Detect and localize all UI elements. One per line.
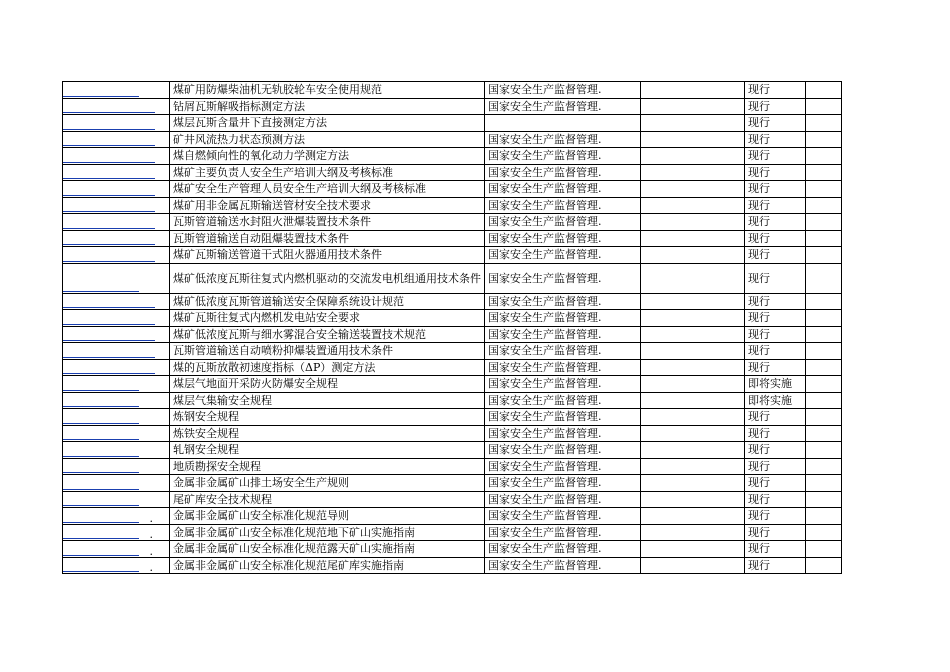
status-cell: 现行: [745, 181, 806, 198]
standard-name-cell: 瓦斯管道输送自动阻爆装置技术条件: [170, 230, 485, 247]
status-cell: 现行: [745, 491, 806, 508]
notes-cell: [806, 98, 842, 115]
date-cell: [641, 458, 745, 475]
link-underline: [63, 406, 139, 407]
link-underline: [63, 195, 155, 196]
table-row: [63, 82, 842, 99]
notes-cell: [806, 541, 842, 558]
status-cell: 现行: [745, 508, 806, 525]
standard-name-cell: 矿井风流热力状态预测方法: [170, 131, 485, 148]
table-row: [63, 458, 842, 475]
issuing-org-cell: 国家安全生产监督管理.: [485, 392, 641, 409]
issuing-org-cell: 国家安全生产监督管理.: [485, 164, 641, 181]
link-underline: [63, 522, 139, 523]
standard-code-link[interactable]: [63, 82, 170, 99]
standards-table: [62, 81, 842, 574]
issuing-org-cell: 国家安全生产监督管理.: [485, 293, 641, 310]
standard-code-link[interactable]: [63, 392, 170, 409]
notes-cell: [806, 442, 842, 459]
date-cell: [641, 131, 745, 148]
table-row: [63, 293, 842, 310]
notes-cell: [806, 409, 842, 426]
table-row: [63, 475, 842, 492]
standard-name-cell: 尾矿库安全技术规程: [170, 491, 485, 508]
standard-name-cell: 煤矿低浓度瓦斯与细水雾混合安全输送装置技术规范: [170, 326, 485, 343]
issuing-org-cell: 国家安全生产监督管理.: [485, 442, 641, 459]
standard-code-link[interactable]: [63, 343, 170, 360]
link-underline: [63, 390, 139, 391]
notes-cell: [806, 181, 842, 198]
standard-code-link[interactable]: [63, 214, 170, 231]
issuing-org-cell: 国家安全生产监督管理.: [485, 376, 641, 393]
standard-name-cell: 煤层气地面开采防火防爆安全规程: [170, 376, 485, 393]
table-row: [63, 164, 842, 181]
link-underline: [63, 555, 139, 556]
notes-cell: [806, 293, 842, 310]
notes-cell: [806, 458, 842, 475]
link-underline: [63, 96, 139, 97]
status-cell: 现行: [745, 131, 806, 148]
standard-name-cell: 煤矿低浓度瓦斯管道输送安全保障系统设计规范: [170, 293, 485, 310]
standards-table-body: [63, 82, 842, 574]
notes-cell: [806, 263, 842, 293]
table-row: [63, 247, 842, 264]
standard-name-cell: 炼钢安全规程: [170, 409, 485, 426]
standard-code-link[interactable]: [63, 541, 170, 558]
date-cell: [641, 409, 745, 426]
issuing-org-cell: 国家安全生产监督管理.: [485, 310, 641, 327]
issuing-org-cell: 国家安全生产监督管理.: [485, 343, 641, 360]
standard-name-cell: 煤层瓦斯含量井下直接测定方法: [170, 115, 485, 132]
notes-cell: [806, 230, 842, 247]
notes-cell: [806, 148, 842, 165]
link-dot: .: [149, 544, 153, 557]
status-cell: 现行: [745, 541, 806, 558]
status-cell: 现行: [745, 230, 806, 247]
notes-cell: [806, 214, 842, 231]
date-cell: [641, 181, 745, 198]
status-cell: 现行: [745, 214, 806, 231]
status-cell: 现行: [745, 409, 806, 426]
link-underline: [63, 145, 155, 146]
date-cell: [641, 82, 745, 99]
date-cell: [641, 475, 745, 492]
standard-code-link[interactable]: [63, 326, 170, 343]
status-cell: 即将实施: [745, 376, 806, 393]
standard-code-link[interactable]: [63, 376, 170, 393]
table-row: [63, 508, 842, 525]
standard-name-cell: 金属非金属矿山安全标准化规范尾矿库实施指南: [170, 557, 485, 574]
issuing-org-cell: 国家安全生产监督管理.: [485, 326, 641, 343]
link-underline: [63, 571, 139, 572]
standard-code-link[interactable]: [63, 425, 170, 442]
status-cell: 现行: [745, 197, 806, 214]
table-row: [63, 310, 842, 327]
issuing-org-cell: 国家安全生产监督管理.: [485, 247, 641, 264]
date-cell: [641, 508, 745, 525]
date-cell: [641, 343, 745, 360]
date-cell: [641, 164, 745, 181]
date-cell: [641, 359, 745, 376]
standard-name-cell: 煤矿安全生产管理人员安全生产培训大纲及考核标准: [170, 181, 485, 198]
link-underline: [63, 357, 155, 358]
table-row: [63, 131, 842, 148]
table-row: [63, 442, 842, 459]
link-underline: [63, 340, 155, 341]
table-row: [63, 491, 842, 508]
link-underline: [63, 112, 155, 113]
table-row: [63, 326, 842, 343]
status-cell: 现行: [745, 82, 806, 99]
table-row: [63, 425, 842, 442]
date-cell: [641, 392, 745, 409]
standard-code-link[interactable]: [63, 409, 170, 426]
standard-name-cell: 轧钢安全规程: [170, 442, 485, 459]
status-cell: 现行: [745, 442, 806, 459]
status-cell: 现行: [745, 247, 806, 264]
standard-name-cell: 炼铁安全规程: [170, 425, 485, 442]
status-cell: 现行: [745, 458, 806, 475]
issuing-org-cell: 国家安全生产监督管理.: [485, 557, 641, 574]
table-row: [63, 263, 842, 293]
notes-cell: [806, 376, 842, 393]
table-row: [63, 392, 842, 409]
link-underline: [63, 439, 139, 440]
standard-name-cell: 金属非金属矿山排土场安全生产规则: [170, 475, 485, 492]
table-row: [63, 524, 842, 541]
status-cell: 现行: [745, 359, 806, 376]
date-cell: [641, 326, 745, 343]
issuing-org-cell: 国家安全生产监督管理.: [485, 214, 641, 231]
standard-name-cell: 金属非金属矿山安全标准化规范露天矿山实施指南: [170, 541, 485, 558]
date-cell: [641, 263, 745, 293]
issuing-org-cell: 国家安全生产监督管理.: [485, 409, 641, 426]
standard-code-link[interactable]: [63, 491, 170, 508]
issuing-org-cell: 国家安全生产监督管理.: [485, 475, 641, 492]
link-underline: [63, 472, 139, 473]
issuing-org-cell: 国家安全生产监督管理.: [485, 359, 641, 376]
standard-code-link[interactable]: [63, 263, 170, 293]
link-dot: .: [149, 561, 153, 574]
notes-cell: [806, 197, 842, 214]
link-underline: [63, 162, 155, 163]
table-row: [63, 409, 842, 426]
status-cell: 现行: [745, 475, 806, 492]
standard-name-cell: 瓦斯管道输送自动喷粉抑爆装置通用技术条件: [170, 343, 485, 360]
notes-cell: [806, 425, 842, 442]
link-underline: [63, 538, 139, 539]
table-row: [63, 98, 842, 115]
status-cell: 现行: [745, 98, 806, 115]
status-cell: 现行: [745, 164, 806, 181]
status-cell: 现行: [745, 343, 806, 360]
notes-cell: [806, 392, 842, 409]
link-underline: [63, 291, 139, 292]
standard-code-link[interactable]: [63, 359, 170, 376]
issuing-org-cell: 国家安全生产监督管理.: [485, 131, 641, 148]
status-cell: 现行: [745, 524, 806, 541]
standard-name-cell: 煤矿瓦斯输送管道干式阻火器通用技术条件: [170, 247, 485, 264]
standard-name-cell: 金属非金属矿山安全标准化规范导则: [170, 508, 485, 525]
status-cell: 现行: [745, 310, 806, 327]
issuing-org-cell: 国家安全生产监督管理.: [485, 82, 641, 99]
standard-name-cell: 煤层气集输安全规程: [170, 392, 485, 409]
issuing-org-cell: 国家安全生产监督管理.: [485, 458, 641, 475]
link-dot: .: [149, 511, 153, 524]
link-underline: [63, 211, 155, 212]
date-cell: [641, 148, 745, 165]
standard-name-cell: 金属非金属矿山安全标准化规范地下矿山实施指南: [170, 524, 485, 541]
notes-cell: [806, 557, 842, 574]
date-cell: [641, 491, 745, 508]
link-underline: [63, 373, 155, 374]
issuing-org-cell: 国家安全生产监督管理.: [485, 425, 641, 442]
notes-cell: [806, 115, 842, 132]
date-cell: [641, 376, 745, 393]
status-cell: 现行: [745, 148, 806, 165]
notes-cell: [806, 326, 842, 343]
notes-cell: [806, 359, 842, 376]
standard-code-link[interactable]: [63, 442, 170, 459]
standard-code-link[interactable]: [63, 475, 170, 492]
status-cell: 现行: [745, 425, 806, 442]
link-underline: [63, 307, 155, 308]
standard-name-cell: 地质勘探安全规程: [170, 458, 485, 475]
issuing-org-cell: [485, 115, 641, 132]
status-cell: 现行: [745, 293, 806, 310]
issuing-org-cell: 国家安全生产监督管理.: [485, 181, 641, 198]
issuing-org-cell: 国家安全生产监督管理.: [485, 508, 641, 525]
notes-cell: [806, 310, 842, 327]
issuing-org-cell: 国家安全生产监督管理.: [485, 524, 641, 541]
standard-code-link[interactable]: [63, 557, 170, 574]
standard-name-cell: 瓦斯管道输送水封阻火泄爆装置技术条件: [170, 214, 485, 231]
date-cell: [641, 524, 745, 541]
standard-name-cell: 煤矿用非金属瓦斯输送管材安全技术要求: [170, 197, 485, 214]
standard-name-cell: 煤矿瓦斯往复式内燃机发电站安全要求: [170, 310, 485, 327]
notes-cell: [806, 508, 842, 525]
status-cell: 现行: [745, 326, 806, 343]
date-cell: [641, 541, 745, 558]
standard-code-link[interactable]: [63, 524, 170, 541]
table-row: [63, 557, 842, 574]
standard-code-link[interactable]: [63, 98, 170, 115]
standard-code-link[interactable]: [63, 293, 170, 310]
status-cell: 现行: [745, 115, 806, 132]
standard-name-cell: 煤矿低浓度瓦斯往复式内燃机驱动的交流发电机组通用技术条件: [170, 263, 485, 293]
standard-code-link[interactable]: [63, 458, 170, 475]
date-cell: [641, 310, 745, 327]
date-cell: [641, 197, 745, 214]
notes-cell: [806, 131, 842, 148]
date-cell: [641, 115, 745, 132]
standard-name-cell: 煤的瓦斯放散初速度指标（ΔP）测定方法: [170, 359, 485, 376]
issuing-org-cell: 国家安全生产监督管理.: [485, 230, 641, 247]
notes-cell: [806, 164, 842, 181]
link-underline: [63, 324, 155, 325]
standard-code-link[interactable]: [63, 247, 170, 264]
date-cell: [641, 442, 745, 459]
standard-code-link[interactable]: [63, 148, 170, 165]
status-cell: 现行: [745, 557, 806, 574]
date-cell: [641, 247, 745, 264]
link-underline: [63, 456, 139, 457]
notes-cell: [806, 475, 842, 492]
standard-code-link[interactable]: [63, 181, 170, 198]
table-row: [63, 230, 842, 247]
link-underline: [63, 178, 155, 179]
notes-cell: [806, 82, 842, 99]
standard-code-link[interactable]: [63, 197, 170, 214]
date-cell: [641, 230, 745, 247]
date-cell: [641, 557, 745, 574]
date-cell: [641, 98, 745, 115]
link-underline: [63, 129, 155, 130]
standard-code-link[interactable]: [63, 310, 170, 327]
notes-cell: [806, 343, 842, 360]
standard-code-link[interactable]: [63, 131, 170, 148]
link-underline: [63, 228, 155, 229]
table-row: [63, 343, 842, 360]
standard-code-link[interactable]: [63, 230, 170, 247]
date-cell: [641, 425, 745, 442]
table-row: [63, 148, 842, 165]
standard-code-link[interactable]: [63, 508, 170, 525]
table-row: [63, 359, 842, 376]
date-cell: [641, 293, 745, 310]
table-row: [63, 214, 842, 231]
issuing-org-cell: 国家安全生产监督管理.: [485, 541, 641, 558]
table-row: [63, 115, 842, 132]
status-cell: 即将实施: [745, 392, 806, 409]
link-underline: [63, 489, 139, 490]
standard-code-link[interactable]: [63, 115, 170, 132]
standard-name-cell: 钻屑瓦斯解吸指标测定方法: [170, 98, 485, 115]
issuing-org-cell: 国家安全生产监督管理.: [485, 148, 641, 165]
standard-name-cell: 煤矿主要负责人安全生产培训大纲及考核标准: [170, 164, 485, 181]
notes-cell: [806, 247, 842, 264]
table-row: [63, 181, 842, 198]
issuing-org-cell: 国家安全生产监督管理.: [485, 98, 641, 115]
issuing-org-cell: 国家安全生产监督管理.: [485, 197, 641, 214]
notes-cell: [806, 491, 842, 508]
standard-name-cell: 煤矿用防爆柴油机无轨胶轮车安全使用规范: [170, 82, 485, 99]
standard-code-link[interactable]: [63, 164, 170, 181]
link-underline: [63, 423, 139, 424]
link-dot: .: [149, 528, 153, 541]
link-underline: [63, 261, 155, 262]
date-cell: [641, 214, 745, 231]
status-cell: 现行: [745, 263, 806, 293]
notes-cell: [806, 524, 842, 541]
link-underline: [63, 244, 155, 245]
table-row: [63, 541, 842, 558]
link-underline: [63, 505, 139, 506]
table-row: [63, 197, 842, 214]
standard-name-cell: 煤自燃倾向性的氧化动力学测定方法: [170, 148, 485, 165]
issuing-org-cell: 国家安全生产监督管理.: [485, 491, 641, 508]
issuing-org-cell: 国家安全生产监督管理.: [485, 263, 641, 293]
table-row: [63, 376, 842, 393]
